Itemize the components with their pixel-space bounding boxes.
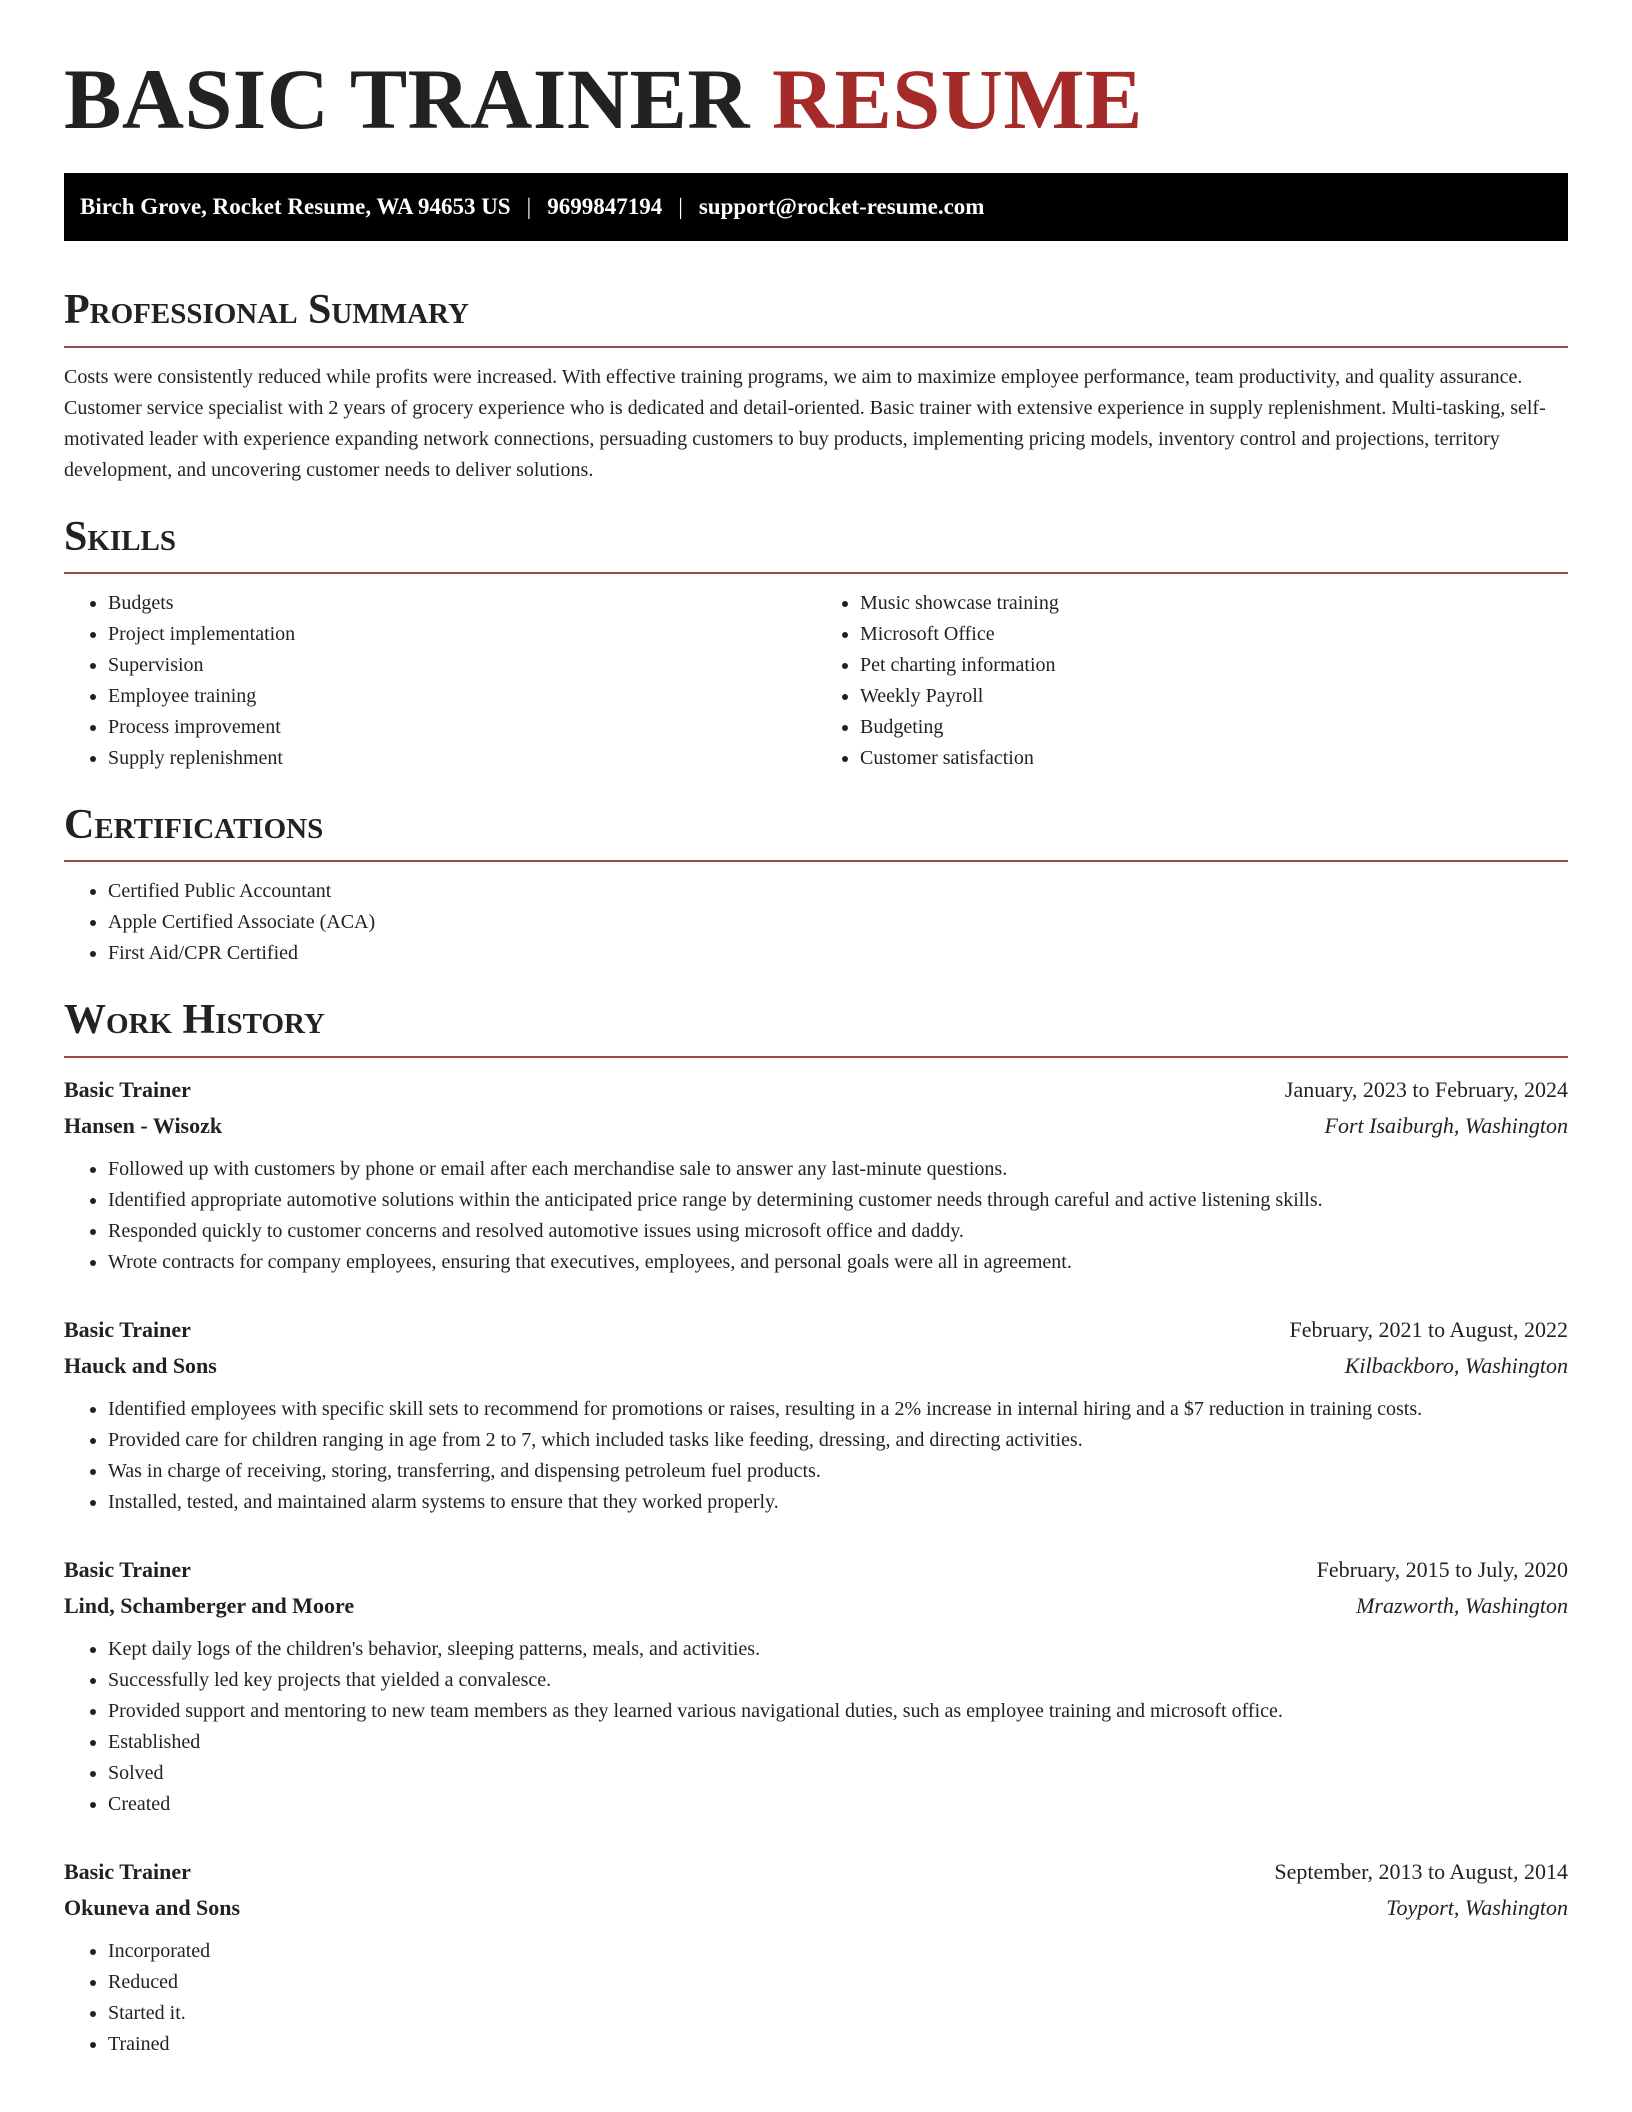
summary-heading: Professional Summary bbox=[64, 287, 469, 334]
job-bullet: • Created bbox=[108, 1789, 1568, 1820]
work-history-heading: Work History bbox=[64, 997, 325, 1044]
job-bullets bbox=[64, 1936, 1568, 2060]
skill-item: • Process improvement bbox=[108, 712, 816, 743]
certification-item: • Apple Certified Associate (ACA) bbox=[108, 907, 1568, 938]
job-bullet: • Incorporated bbox=[108, 1936, 1568, 1967]
section-divider bbox=[64, 572, 1568, 574]
contact-phone: 9699847194 bbox=[547, 194, 663, 220]
skill-item: • Music showcase training bbox=[860, 588, 1568, 619]
job-location: Fort Isaiburgh, Washington bbox=[1324, 1112, 1568, 1138]
job-bullet: • Followed up with customers by phone or email after each merchandise sale to answer any last-minute questions. bbox=[108, 1154, 1568, 1185]
certification-item: • Certified Public Accountant bbox=[108, 876, 1568, 907]
skill-item: • Project implementation bbox=[108, 619, 816, 650]
skill-item: • Weekly Payroll bbox=[860, 681, 1568, 712]
job-company: Lind, Schamberger and Moore bbox=[64, 1592, 355, 1618]
job-location: Mrazworth, Washington bbox=[1356, 1592, 1568, 1618]
job-dates: February, 2021 to August, 2022 bbox=[1289, 1316, 1568, 1342]
resume-title bbox=[64, 48, 1568, 151]
job-entry bbox=[64, 1854, 1568, 2060]
contact-address: Birch Grove, Rocket Resume, WA 94653 US bbox=[80, 194, 511, 220]
section-divider bbox=[64, 860, 1568, 862]
job-bullet: • Identified employees with specific skill sets to recommend for promotions or raises, resulting in a 2% increase in internal hiring and a $7 reduction in training costs. bbox=[108, 1394, 1568, 1425]
work-history-section bbox=[64, 995, 1568, 2059]
job-bullet: • Responded quickly to customer concerns and resolved automotive issues using microsoft office and daddy. bbox=[108, 1216, 1568, 1247]
job-bullets bbox=[64, 1634, 1568, 1820]
skill-item: • Customer satisfaction bbox=[860, 743, 1568, 774]
summary-section bbox=[64, 285, 1568, 485]
skill-item: • Budgets bbox=[108, 588, 816, 619]
job-company: Hansen - Wisozk bbox=[64, 1112, 223, 1138]
certifications-list bbox=[64, 876, 1568, 969]
contact-bar bbox=[64, 173, 1568, 241]
job-bullet: • Kept daily logs of the children's behavior, sleeping patterns, meals, and activities. bbox=[108, 1634, 1568, 1665]
job-bullets bbox=[64, 1394, 1568, 1518]
job-bullet: • Provided support and mentoring to new team members as they learned various navigational duties, such as employee training and microsoft office. bbox=[108, 1696, 1568, 1727]
job-dates: September, 2013 to August, 2014 bbox=[1274, 1858, 1568, 1884]
job-bullet: • Reduced bbox=[108, 1967, 1568, 1998]
certifications-heading: Certifications bbox=[64, 801, 324, 848]
job-company: Okuneva and Sons bbox=[64, 1894, 241, 1920]
job-bullet: • Trained bbox=[108, 2029, 1568, 2060]
certification-item: • First Aid/CPR Certified bbox=[108, 938, 1568, 969]
job-title: Basic Trainer bbox=[64, 1556, 191, 1582]
job-entry bbox=[64, 1072, 1568, 1278]
job-entry bbox=[64, 1552, 1568, 1820]
job-title: Basic Trainer bbox=[64, 1858, 191, 1884]
job-bullet: • Started it. bbox=[108, 1998, 1568, 2029]
skills-list-left bbox=[64, 588, 816, 774]
job-bullet: • Solved bbox=[108, 1758, 1568, 1789]
summary-text: Costs were consistently reduced while profits were increased. With effective training programs, we aim to maximize employee performance, team productivity, and quality assurance. Customer service specialist with 2 years of grocery experience who is dedicated and detail-oriented. Basic trainer with extensive experience in supply replenishment. Multi-tasking, self-motivated leader with experience expanding network connections, persuading customers to buy products, implementing pricing models, inventory control and projections, territory development, and uncovering customer needs to deliver solutions. bbox=[64, 365, 1546, 481]
skills-list-right bbox=[816, 588, 1568, 774]
skills-heading: Skills bbox=[64, 513, 177, 560]
contact-separator: | bbox=[526, 194, 532, 220]
skills-grid bbox=[64, 588, 1568, 774]
contact-separator: | bbox=[678, 194, 683, 220]
job-bullet: • Wrote contracts for company employees, ensuring that executives, employees, and personal goals were all in agreement. bbox=[108, 1247, 1568, 1278]
title-accent: RESUME bbox=[771, 51, 1143, 147]
job-bullets bbox=[64, 1154, 1568, 1278]
skill-item: • Supervision bbox=[108, 650, 816, 681]
skill-item: • Supply replenishment bbox=[108, 743, 816, 774]
job-bullet: • Installed, tested, and maintained alarm systems to ensure that they worked properly. bbox=[108, 1487, 1568, 1518]
job-dates: February, 2015 to July, 2020 bbox=[1316, 1556, 1568, 1582]
skill-item: • Budgeting bbox=[860, 712, 1568, 743]
section-divider bbox=[64, 1056, 1568, 1058]
job-location: Kilbackboro, Washington bbox=[1344, 1352, 1568, 1378]
job-company: Hauck and Sons bbox=[64, 1352, 217, 1378]
skills-section bbox=[64, 512, 1568, 774]
job-location: Toyport, Washington bbox=[1386, 1894, 1568, 1920]
job-bullet: • Successfully led key projects that yielded a convalesce. bbox=[108, 1665, 1568, 1696]
job-dates: January, 2023 to February, 2024 bbox=[1284, 1076, 1568, 1102]
skill-item: • Pet charting information bbox=[860, 650, 1568, 681]
section-divider bbox=[64, 346, 1568, 348]
certifications-section bbox=[64, 800, 1568, 969]
skill-item: • Employee training bbox=[108, 681, 816, 712]
contact-email: support@rocket-resume.com bbox=[698, 194, 985, 220]
job-title: Basic Trainer bbox=[64, 1316, 191, 1342]
skill-item: • Microsoft Office bbox=[860, 619, 1568, 650]
job-bullet: • Was in charge of receiving, storing, transferring, and dispensing petroleum fuel products. bbox=[108, 1456, 1568, 1487]
title-main: BASIC TRAINER bbox=[64, 51, 750, 147]
job-bullet: • Identified appropriate automotive solutions within the anticipated price range by determining customer needs through careful and active listening skills. bbox=[108, 1185, 1568, 1216]
job-entry bbox=[64, 1312, 1568, 1518]
job-title: Basic Trainer bbox=[64, 1076, 191, 1102]
job-bullet: • Provided care for children ranging in age from 2 to 7, which included tasks like feeding, dressing, and directing activities. bbox=[108, 1425, 1568, 1456]
job-bullet: • Established bbox=[108, 1727, 1568, 1758]
